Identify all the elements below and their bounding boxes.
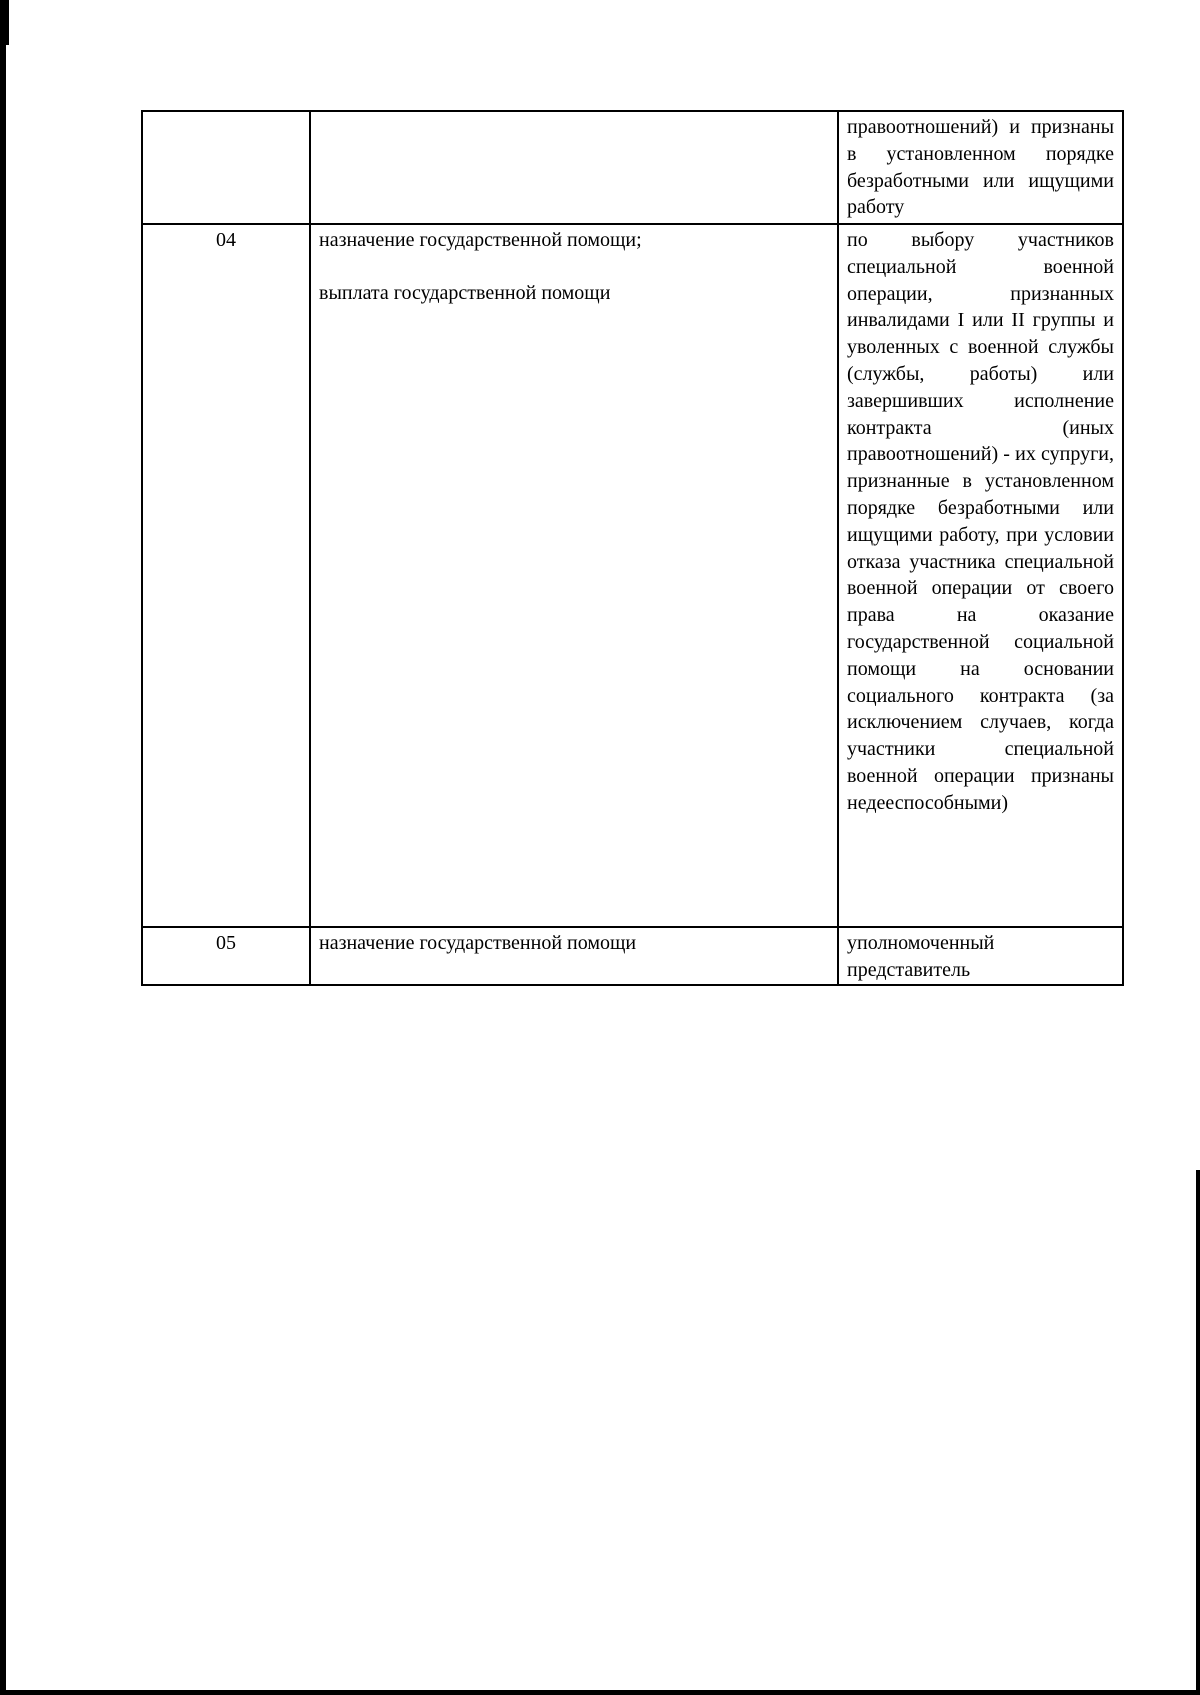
action-spacer [319, 254, 829, 280]
row-recipient: по выбору участников специальной военной операции, признанных инвалидами I или II группы и уволенных с военной службы (службы, работы) или завершивших исполнение контракта (иных правоотношений) - их супруги, признанные в установленном порядке безработными или ищущими работу, при условии отказа участника специальной военной операции от своего права на оказание государственной социальной помощи на основании социального контракта (за исключением случаев, когда участники специальной военной операции признаны недееспособными) [838, 224, 1123, 927]
table-row [142, 224, 1123, 927]
row-code: 04 [142, 224, 310, 927]
row-code [142, 111, 310, 224]
row-actions [310, 111, 838, 224]
table-row [142, 111, 1123, 224]
action-item: выплата государственной помощи [319, 281, 611, 304]
table-row [142, 927, 1123, 985]
action-item: назначение государственной помощи; [319, 229, 642, 251]
scan-edge-left-mark [0, 0, 9, 45]
row-actions [310, 224, 838, 927]
row-actions [310, 927, 838, 985]
row-recipient: уполномоченный представитель [838, 927, 1123, 985]
scan-edge-left [0, 0, 6, 1695]
action-item: назначение государственной помощи [319, 932, 637, 954]
services-table [141, 110, 1124, 986]
row-recipient: правоотношений) и признаны в установленном порядке безработными или ищущими работу [838, 111, 1123, 224]
row-code: 05 [142, 927, 310, 985]
scan-edge-right [1196, 1170, 1200, 1695]
scan-edge-bottom [0, 1690, 1200, 1695]
